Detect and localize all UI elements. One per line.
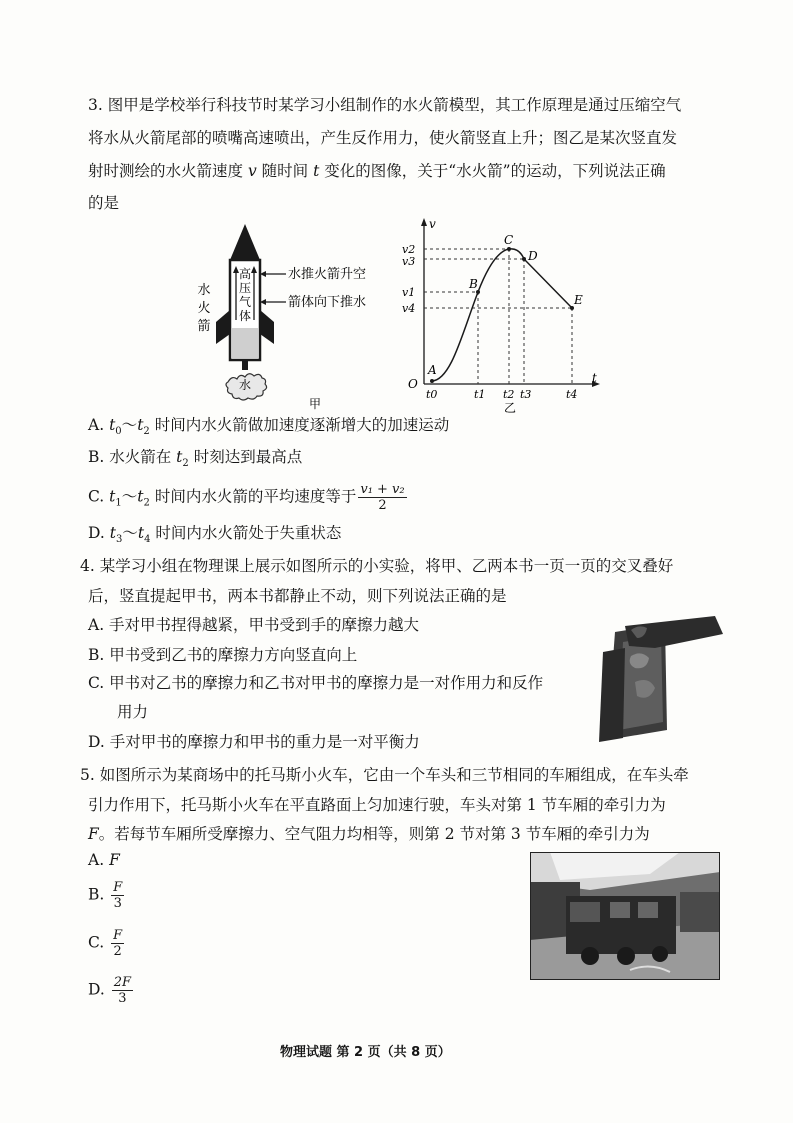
rocket-water bbox=[232, 328, 258, 358]
tick-v2: v2 bbox=[402, 243, 416, 256]
point-C bbox=[507, 247, 511, 251]
q5-line1: 5. 如图所示为某商场中的托马斯小火车，它由一个车头和三节相同的车厢组成，在车头牵 bbox=[80, 766, 689, 784]
rocket-fin-right bbox=[260, 310, 274, 344]
rocket-fin-left bbox=[216, 310, 230, 344]
q5-option-a: A. F bbox=[88, 851, 120, 869]
book-yi bbox=[599, 648, 625, 742]
q4-option-d: D. 手对甲书的摩擦力和甲书的重力是一对平衡力 bbox=[88, 733, 420, 751]
inner-text-1: 高 bbox=[238, 267, 252, 281]
side-label-2: 火 bbox=[197, 301, 211, 316]
books-photo bbox=[595, 612, 725, 742]
q3-line1: 3. 图甲是学校举行科技节时某学习小组制作的水火箭模型，其工作原理是通过压缩空气 bbox=[88, 96, 682, 114]
rocket-nozzle bbox=[242, 360, 248, 370]
q5-line2: 引力作用下，托马斯小火车在平直路面上匀加速行驶，车头对第 1 节车厢的牵引力为 bbox=[88, 796, 666, 814]
label-A: A bbox=[428, 363, 437, 377]
inner-text-3: 气 bbox=[238, 295, 252, 309]
side-label-3: 箭 bbox=[197, 319, 211, 334]
q4-option-a: A. 手对甲书捏得越紧，甲书受到手的摩擦力越大 bbox=[88, 616, 420, 634]
tick-t4: t4 bbox=[566, 388, 578, 401]
tick-t3: t3 bbox=[520, 388, 532, 401]
x-axis-label: t bbox=[592, 371, 597, 385]
inner-text-4: 体 bbox=[238, 309, 252, 323]
q3-option-c: C. $t_1\sim t_2$ 时间内水火箭的平均速度等于 $\frac{\text{v₁ + v₂}}{2}$ bbox=[88, 482, 405, 513]
q3-option-a: A. $t_0\sim t_2$ 时间内水火箭做加速度逐渐增大的加速运动 bbox=[88, 416, 450, 438]
q5-option-d: D. $\frac{2F}{3}$ bbox=[88, 975, 132, 1006]
q5-option-b: B. $\frac{F}{3}$ bbox=[88, 880, 123, 911]
q4-line1: 4. 某学习小组在物理课上展示如图所示的小实验，将甲、乙两本书一页一页的交叉叠好 bbox=[80, 557, 674, 575]
label-B: B bbox=[469, 277, 478, 291]
q5-option-c: C. $\frac{F}{2}$ bbox=[88, 928, 123, 959]
arrow-label-2: 箭体向下推水 bbox=[288, 295, 367, 310]
fraction-avg-velocity: $\frac{\text{v₁ + v₂}}{2}$ bbox=[360, 482, 405, 513]
tick-v3: v3 bbox=[402, 255, 416, 268]
q4-option-c: C. 甲书对乙书的摩擦力和乙书对甲书的摩擦力是一对作用力和反作 bbox=[88, 674, 544, 692]
tick-t2: t2 bbox=[503, 388, 515, 401]
label-C: C bbox=[504, 233, 514, 247]
side-label-1: 水 bbox=[197, 283, 211, 298]
arrow-label-1: 水推火箭升空 bbox=[288, 267, 367, 282]
tick-t0: t0 bbox=[426, 388, 438, 401]
rocket-nose bbox=[230, 224, 260, 260]
origin-label: O bbox=[408, 377, 418, 391]
train-photo bbox=[530, 852, 720, 980]
y-axis-label: v bbox=[429, 217, 436, 231]
q4-option-c-cont: 用力 bbox=[117, 703, 149, 721]
tick-t1: t1 bbox=[474, 388, 486, 401]
q5-line3: F。若每节车厢所受摩擦力、空气阻力均相等，则第 2 节对第 3 节车厢的牵引力为 bbox=[88, 825, 650, 843]
inner-text-2: 压 bbox=[238, 281, 252, 295]
velocity-time-graph bbox=[396, 214, 606, 414]
q3-line3: 射时测绘的水火箭速度 v 随时间 t 变化的图像，关于“水火箭”的运动，下列说法正确 bbox=[88, 162, 666, 180]
caption-yi: 乙 bbox=[504, 401, 517, 414]
q4-option-b: B. 甲书受到乙书的摩擦力方向竖直向上 bbox=[88, 646, 358, 664]
point-D bbox=[522, 257, 526, 261]
label-E: E bbox=[574, 293, 583, 307]
q3-line2: 将水从火箭尾部的喷嘴高速喷出，产生反作用力，使火箭竖直上升；图乙是某次竖直发 bbox=[88, 129, 678, 147]
tick-v1: v1 bbox=[402, 286, 416, 299]
water-label: 水 bbox=[238, 378, 252, 392]
q3-line4: 的是 bbox=[88, 194, 120, 212]
v-t-curve bbox=[432, 249, 572, 381]
q4-line2: 后，竖直提起甲书，两本书都静止不动，则下列说法正确的是 bbox=[88, 587, 507, 605]
page-footer: 物理试题 第 2 页（共 8 页） bbox=[280, 1045, 451, 1060]
water-rocket-figure bbox=[190, 222, 390, 412]
q3-option-d: D. $t_3\sim t_4$ 时间内水火箭处于失重状态 bbox=[88, 524, 342, 546]
tick-v4: v4 bbox=[402, 302, 416, 315]
q3-option-b: B. 水火箭在 $t_2$ 时刻达到最高点 bbox=[88, 448, 303, 470]
label-D: D bbox=[528, 249, 538, 263]
caption-jia: 甲 bbox=[308, 397, 322, 411]
point-A bbox=[430, 379, 434, 383]
